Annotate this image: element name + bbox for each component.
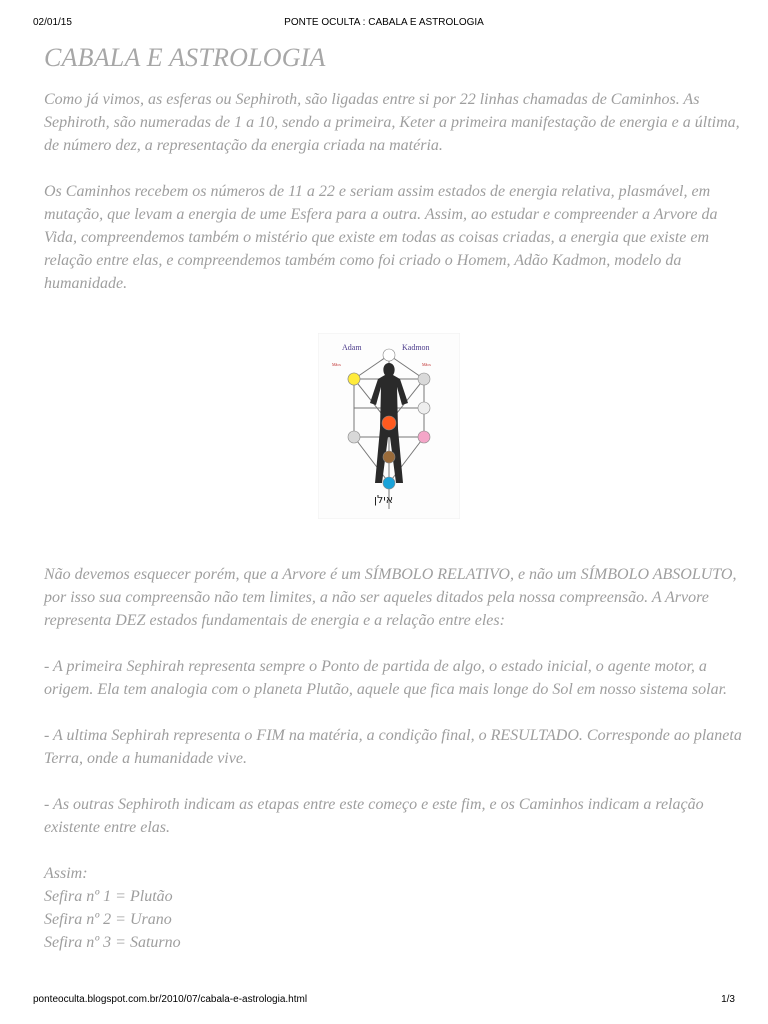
- print-footer: [33, 994, 735, 1008]
- list-item: Sefira nº 1 = Plutão: [44, 888, 173, 905]
- hebrew-label: אילן: [374, 493, 394, 506]
- paragraph-outras-sephiroth: - As outras Sephiroth indicam as etapas entre este começo e este fim, e os Caminhos indicam a relação existente entre elas.: [44, 796, 704, 836]
- print-date: 02/01/15: [33, 17, 72, 28]
- sephirah-6: [382, 416, 396, 430]
- print-header: [33, 17, 735, 31]
- paragraph-simbolo: Não devemos esquecer porém, que a Arvore é um SÍMBOLO RELATIVO, e não um SÍMBOLO ABSOLUTO, por isso sua compreensão não tem limites, a não ser aqueles ditados pela nossa compreensão. A Arvore representa DEZ estados fundamentais de energia e a relação entre eles:: [44, 566, 737, 629]
- paragraph-ultima-sephirah: - A ultima Sephirah representa o FIM na matéria, a condição final, o RESULTADO. Corresponde ao planeta Terra, onde a humanidade vive.: [44, 727, 742, 767]
- post-content: [44, 42, 744, 954]
- sephirah-8: [418, 431, 430, 443]
- page-number: 1/3: [721, 994, 735, 1005]
- list-item: Sefira nº 2 = Urano: [44, 911, 172, 928]
- sephirah-2: [418, 373, 430, 385]
- tree-of-life-image: [318, 333, 460, 519]
- post-title: CABALA E ASTROLOGIA: [44, 43, 326, 72]
- caption-right: Mãos: [422, 362, 431, 367]
- label-kadmon: Kadmon: [402, 343, 430, 352]
- sephirah-9: [383, 451, 395, 463]
- caption-left: Mãos: [332, 362, 341, 367]
- adam-kadmon-figure: [44, 333, 744, 519]
- sephirah-1: [383, 349, 395, 361]
- paragraph-caminhos: Como já vimos, as esferas ou Sephiroth, são ligadas entre si por 22 linhas chamadas de Caminhos. As Sephiroth, são numeradas de 1 a 10, sendo a primeira, Keter a primeira manifestação de energia e a última, de número dez, a representação da energia criada na matéria.: [44, 91, 740, 154]
- sefira-list: [44, 862, 744, 954]
- sephirah-4: [348, 373, 360, 385]
- paragraph-numeros: Os Caminhos recebem os números de 11 a 22 e seriam assim estados de energia relativa, plasmável, em mutação, que levam a energia de ume Esfera para a outra. Assim, ao estudar e compreender a Arvore da Vida, compreendemos também o mistério que existe em todas as coisas criadas, a energia que existe em relação entre elas, e compreendemos também como foi criado o Homem, Adão Kadmon, modelo da humanidade.: [44, 183, 718, 292]
- paragraph-primeira-sephirah: - A primeira Sephirah representa sempre o Ponto de partida de algo, o estado inicial, o agente motor, a origem. Ela tem analogia com o planeta Plutão, aquele que fica mais longe do Sol em nosso sistema solar.: [44, 658, 728, 698]
- label-adam: Adam: [342, 343, 362, 352]
- sephirah-7: [348, 431, 360, 443]
- page-url: ponteoculta.blogspot.com.br/2010/07/cabala-e-astrologia.html: [33, 994, 308, 1005]
- print-title: PONTE OCULTA : CABALA E ASTROLOGIA: [284, 17, 484, 28]
- sephirah-5: [418, 402, 430, 414]
- list-intro: Assim:: [44, 865, 88, 882]
- list-item: Sefira nº 3 = Saturno: [44, 934, 181, 951]
- sephirah-10: [383, 477, 395, 489]
